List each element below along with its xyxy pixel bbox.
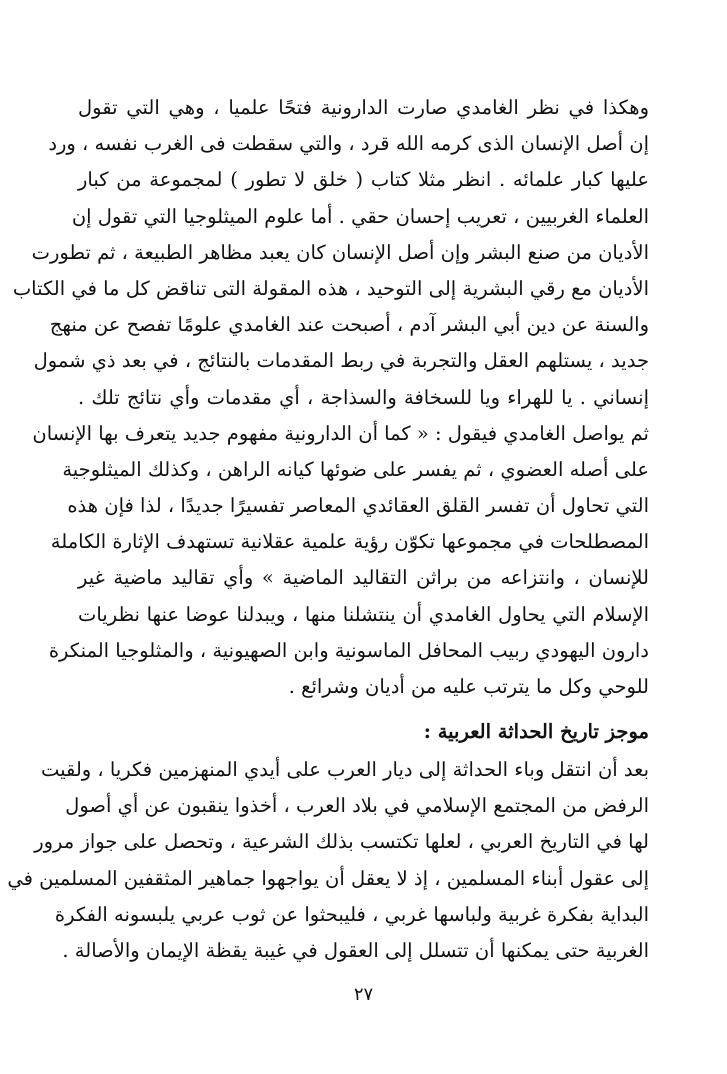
text-line: لها في التاريخ العربي ، لعلها تكتسب بذلك الشرعية ، وتحصل على جواز مرور [34, 830, 649, 854]
text-line: إلى عقول أبناء المسلمين ، إذ لا يعقل أن يواجهوا جماهير المثقفين المسلمين في [7, 866, 649, 890]
text-line: إن أصل الإنسان الذى كرمه الله قرد ، والتي سقطت فى الغرب نفسه ، ورد [48, 132, 649, 156]
text-line: الإسلام التي يحاول الغامدي أن ينتشلنا منها ، ويبدلنا عوضا عنها نظريات [78, 602, 649, 626]
text-line: البداية بفكرة غربية ولباسها غربي ، فليبحثوا عن ثوب عربي يلبسونه الفكرة [54, 902, 649, 926]
page-number: ٢٧ [353, 984, 374, 1005]
section-heading: موجز تاريخ الحداثة العربية : [423, 720, 649, 743]
text-line: ثم يواصل الغامدي فيقول : « كما أن الدارونية مفهوم جديد يتعرف بها الإنسان [32, 421, 649, 445]
text-line: للوحي وكل ما يترتب عليه من أديان وشرائع . [288, 675, 649, 698]
text-line: الأديان مع رقي البشرية إلى التوحيد ، هذه المقولة التى تناقض كل ما في الكتاب [12, 276, 649, 300]
text-line: عليها كبار علمائه . انظر مثلا كتاب ( خلق لا تطور ) لمجموعة من كبار [78, 168, 649, 192]
text-line: بعد أن انتقل وباء الحداثة إلى ديار العرب على أيدي المنهزمين فكريا ، ولقيت [40, 758, 649, 781]
text-line: دارون اليهودي ربيب المحافل الماسونية وابن الصهيونية ، والمثلوجيا المنكرة [48, 638, 649, 662]
paragraph-2 [7, 752, 649, 969]
text-line: الأديان من صنع البشر وإن أصل الإنسان كان يعبد مظاهر الطبيعة ، ثم تطورت [31, 240, 649, 264]
text-line: إنساني . يا للهراء ويا للسخافة والسذاجة ، أي مقدمات وأي نتائج تلك . [78, 385, 649, 409]
paragraph-1 [12, 90, 649, 705]
text-line: الغربية حتى يمكنها أن تتسلل إلى العقول في غيبة يقظة الإيمان والأصالة . [62, 938, 649, 962]
text-line: على أصله العضوي ، ثم يفسر على ضوئها كيانه الراهن ، وكذلك الميثلوجية [62, 457, 649, 481]
text-line: المصطلحات في مجموعها تكوّن رؤية علمية عقلانية تستهدف الإثارة الكاملة [50, 530, 649, 554]
text-line: وهكذا في نظر الغامدي صارت الدارونية فتحًا علميا ، وهي التي تقول [78, 96, 649, 119]
text-line: التي تحاول أن تفسر القلق العقائدي المعاصر تفسيرًا جديدًا ، لذا فإن هذه [67, 494, 649, 518]
text-line: والسنة عن دين أبي البشر آدم ، أصبحت عند الغامدي علومًا تفصح عن منهج [49, 313, 649, 337]
text-line: للإنسان ، وانتزاعه من براثن التقاليد الماضية » وأي تقاليد ماضية غير [78, 566, 649, 590]
text-line: الرفض من المجتمع الإسلامي في بلاد العرب ، أخذوا ينقبون عن أي أصول [65, 794, 649, 818]
text-line: جديد ، يستلهم العقل والتجربة في ربط المقدمات بالنتائج ، في بعد ذي شمول [33, 349, 649, 373]
text-line: العلماء الغربيين ، تعريب إحسان حقي . أما علوم الميثلوجيا التي تقول إن [71, 204, 649, 228]
